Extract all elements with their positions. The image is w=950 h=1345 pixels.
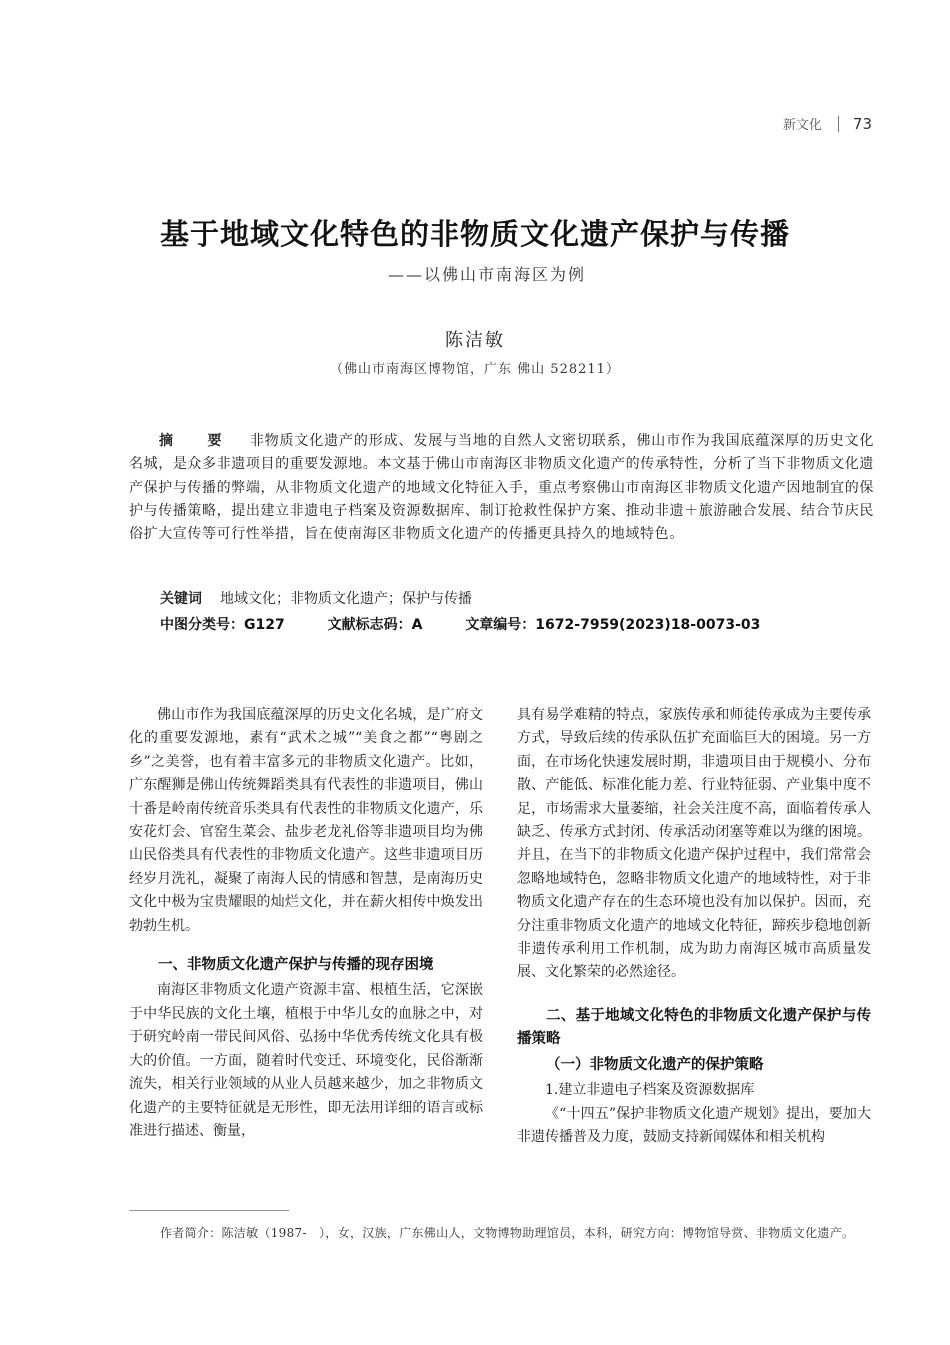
abstract-label: 摘 要 [159,433,232,449]
header-section: 新文化 [782,118,822,133]
sub-subsection-heading: 1.建立非遗电子档案及资源数据库 [545,1082,755,1099]
article-subtitle: ——以佛山市南海区为例 [388,265,587,284]
author-name: 陈洁敏 [445,330,505,351]
subsection-heading: （一）非物质文化遗产的保护策略 [546,1056,764,1073]
header-divider [838,116,839,132]
section-heading-1: 一、非物质文化遗产保护与传播的现存困境 [158,957,434,974]
keywords [160,588,472,608]
running-header [783,114,872,133]
author-affiliation: （佛山市南海区博物馆，广东 佛山 528211） [330,362,620,377]
body-column-right [517,704,871,1149]
body-column-left [129,704,483,1143]
body-paragraph: 南海区非物质文化遗产资源丰富、根植生活，它深嵌于中华民族的文化土壤，植根于中华儿女的血脉之中，对于研究岭南一带民间风俗、弘扬中华优秀传统文化具有极大的价值。一方面，随着时代变迁、环境变化，民俗渐渐流失，相关行业领域的从业人员越来越少，加之非物质文化遗产的主要特征就是无形性，即无法用详细的语言或标准进行描述、衡量， [129,982,483,1139]
author-footnote: 作者简介：陈洁敏（1987- ），女，汉族，广东佛山人，文物博物助理馆员，本科，研究方向：博物馆导赏、非物质文化遗产。 [160,1226,855,1240]
section-heading-2: 二、基于地域文化特色的非物质文化遗产保护与传播策略 [517,1007,871,1048]
clc-number: 中图分类号：G127 [160,617,285,633]
article-number: 文章编号：1672-7959(2023)18-0073-03 [465,617,761,633]
article-title: 基于地域文化特色的非物质文化遗产保护与传播 [159,217,790,251]
keywords-label: 关键词 [160,591,202,607]
page-number: 73 [852,114,872,133]
body-paragraph: 具有易学难精的特点，家族传承和师徒传承成为主要传承方式，导致后续的传承队伍扩充面临巨大的困境。另一方面，在市场化快速发展时期，非遗项目由于规模小、分布散、产能低、标准化能力差、行业特征弱、产业集中度不足，市场需求大量萎缩，社会关注度不高，面临着传承人缺乏、传承方式封闭、传承活动闭塞等难以为继的困境。并且，在当下的非物质文化遗产保护过程中，我们常常会忽略地域特色，忽略非物质文化遗产的地域特性，对于非物质文化遗产存在的生态环境也没有加以保护。因而，充分注重非物质文化遗产的地域文化特征，蹄疾步稳地创新非遗传承利用工作机制，成为助力南海区城市高质量发展、文化繁荣的必然途径。 [517,707,871,981]
body-paragraph: 佛山市作为我国底蕴深厚的历史文化名城，是广府文化的重要发源地，素有“武术之城”“美食之都”“粤剧之乡”之美誉，也有着丰富多元的非物质文化遗产。比如，广东醒狮是佛山传统舞蹈类具有代表性的非遗项目，佛山十番是岭南传统音乐类具有代表性的非物质文化遗产，乐安花灯会、官窑生菜会、盐步老龙礼俗等非遗项目均为佛山民俗类具有代表性的非物质文化遗产。这些非遗项目历经岁月洗礼，凝聚了南海人民的情感和智慧，是南海历史文化中极为宝贵耀眼的灿烂文化，并在薪火相传中焕发出勃勃生机。 [129,707,483,934]
keywords-text: 地域文化；非物质文化遗产；保护与传播 [220,591,472,607]
document-code: 文献标志码：A [327,617,423,633]
abstract [129,430,874,546]
footnote-rule [129,1210,289,1211]
body-paragraph: 《“十四五”保护非物质文化遗产规划》提出，要加大非遗传播普及力度，鼓励支持新闻媒体和相关机构 [517,1105,871,1145]
abstract-text: 非物质文化遗产的形成、发展与当地的自然人文密切联系，佛山市作为我国底蕴深厚的历史文化名城，是众多非遗项目的重要发源地。本文基于佛山市南海区非物质文化遗产的传承特性，分析了当下非物质文化遗产保护与传播的弊端，从非物质文化遗产的地域文化特征入手，重点考察佛山市南海区非物质文化遗产因地制宜的保护与传播策略，提出建立非遗电子档案及资源数据库、制订抢救性保护方案、推动非遗＋旅游融合发展、结合节庆民俗扩大宣传等可行性举措，旨在使南海区非物质文化遗产的传播更具持久的地域特色。 [129,433,875,543]
classification-line [160,614,798,634]
